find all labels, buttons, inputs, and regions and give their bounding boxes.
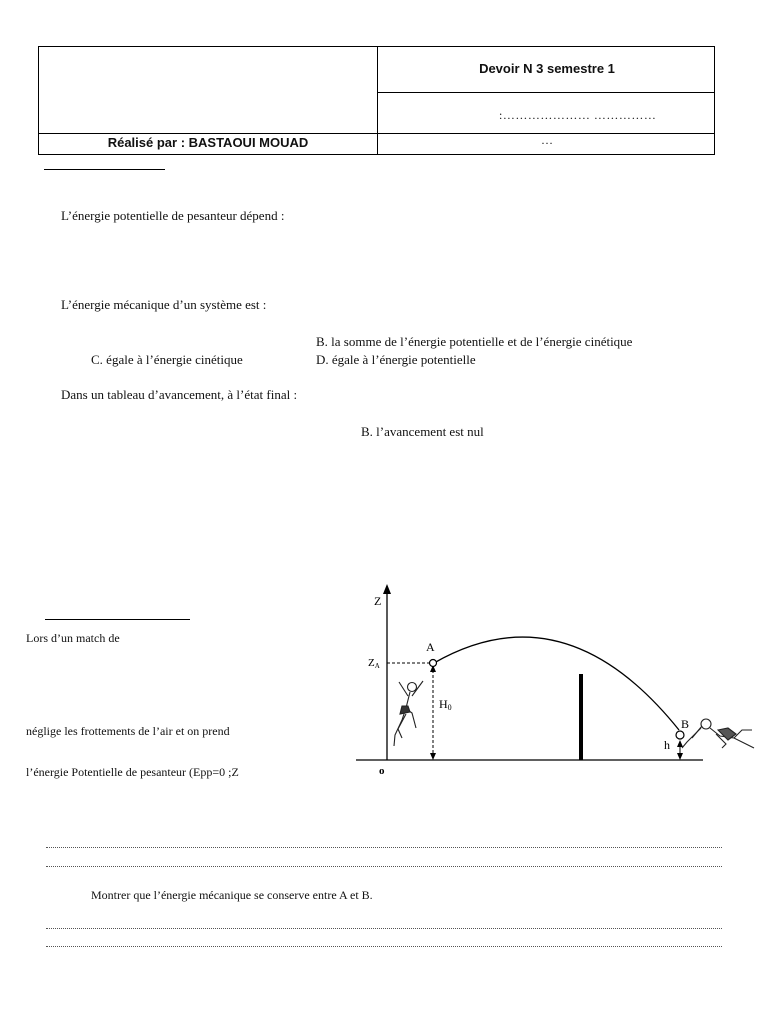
q2-option-d: D. égale à l’énergie potentielle — [316, 352, 476, 367]
h0-arrow-bottom — [430, 753, 436, 760]
point-b-label: B — [681, 717, 690, 731]
exercise-line-1: Lors d’un match de — [26, 631, 120, 645]
author-line: Réalisé par : BASTAOUI MOUAD — [107, 135, 309, 150]
section-rule — [44, 169, 165, 170]
point-a-label: A — [426, 640, 435, 654]
exercise-line-2: néglige les frottements de l’air et on prend — [26, 724, 230, 738]
question-3: Dans un tableau d’avancement, à l’état final : — [61, 387, 298, 402]
h0-label: H0 — [439, 697, 452, 712]
exercise-instruction: Montrer que l’énergie mécanique se conserve entre A et B. — [91, 888, 373, 902]
header-table — [38, 46, 715, 155]
q3-option-b: B. l’avancement est nul — [361, 424, 484, 439]
za-label: ZA — [368, 657, 380, 670]
question-1: L’énergie potentielle de pesanteur dépend : — [61, 208, 285, 223]
jumping-player-figure — [394, 681, 423, 746]
h-arrow-top — [677, 740, 683, 747]
z-axis-arrow — [383, 584, 391, 594]
answer-line — [46, 866, 722, 867]
exercise-line-3: l’énergie Potentielle de pesanteur (Epp=0 ;Z — [26, 765, 239, 779]
table-divider — [377, 92, 714, 93]
q2-option-b: B. la somme de l’énergie potentielle et de l’énergie cinétique — [316, 334, 633, 349]
answer-line — [46, 847, 722, 848]
z-axis-label: Z — [374, 594, 382, 608]
h-arrow-bottom — [677, 753, 683, 760]
ball-point-b — [676, 731, 684, 739]
origin-label: o — [379, 765, 385, 777]
answer-line — [46, 946, 722, 947]
blank-fill-dots: :………………… …………… — [499, 108, 657, 122]
q2-option-c: C. égale à l’énergie cinétique — [91, 352, 243, 367]
ball-point-a — [430, 660, 437, 667]
answer-line — [46, 928, 722, 929]
assignment-title: Devoir N 3 semestre 1 — [479, 61, 615, 76]
h-label: h — [664, 738, 670, 752]
trajectory-diagram — [350, 578, 760, 790]
section-rule — [45, 619, 190, 620]
question-2: L’énergie mécanique d’un système est : — [61, 297, 267, 312]
ball-trajectory — [434, 637, 679, 730]
diving-player-figure — [682, 719, 754, 748]
header-ellipsis: … — [541, 133, 553, 147]
net-post — [579, 674, 583, 760]
